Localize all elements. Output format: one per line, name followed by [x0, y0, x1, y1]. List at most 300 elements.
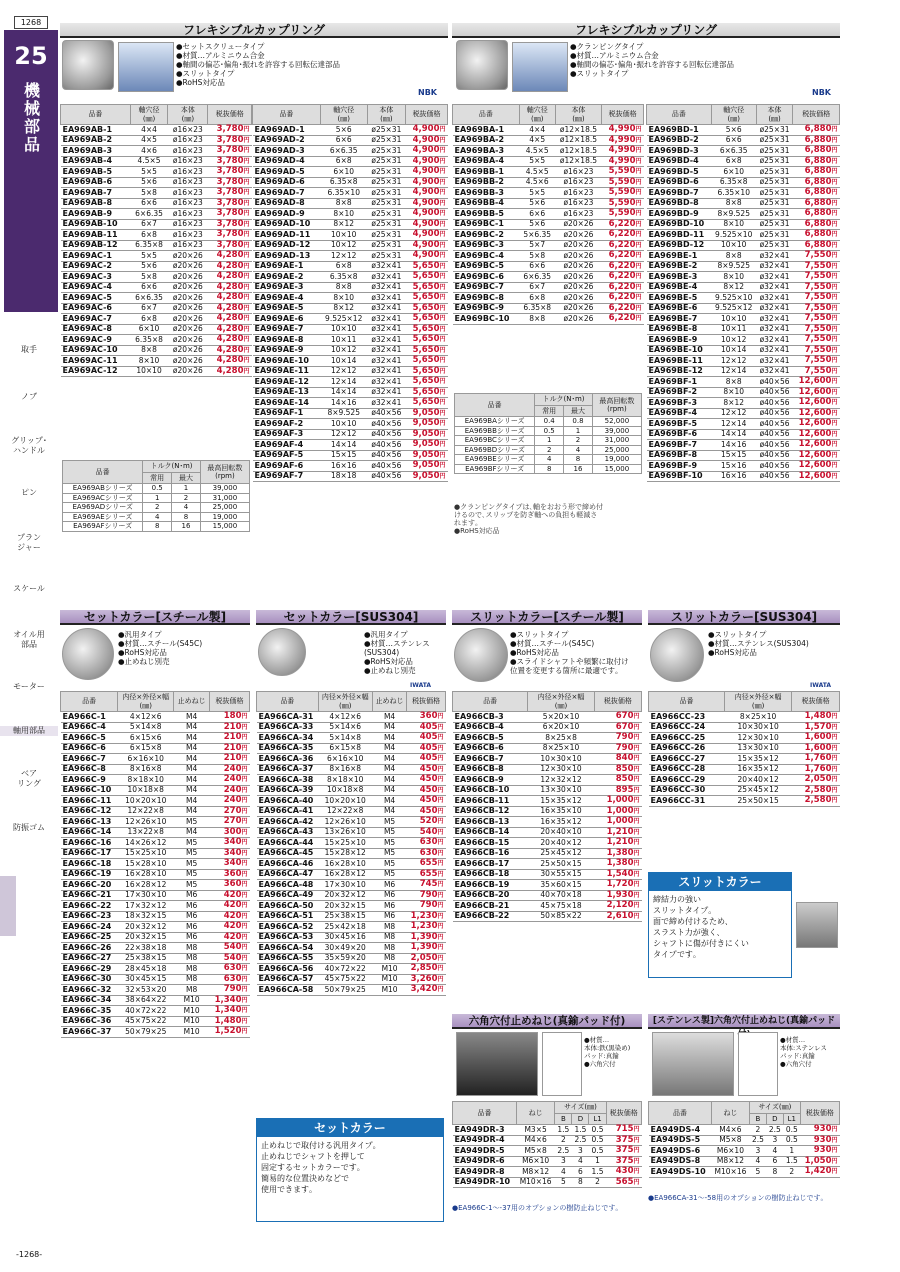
cell-value: M4: [186, 753, 198, 763]
table-row: [647, 261, 840, 272]
table-cell: [519, 209, 555, 220]
cell-value: ø16×23: [172, 177, 203, 186]
brand-logo: IWATA: [410, 682, 432, 689]
price: [208, 303, 252, 314]
table-cell: [320, 398, 367, 409]
product-code: [453, 722, 528, 733]
column-header: 税抜価格: [602, 105, 644, 125]
table-cell: [320, 261, 367, 272]
price: [208, 366, 252, 377]
table-row: [453, 848, 642, 859]
table-cell: [367, 177, 406, 188]
product-code: [453, 177, 520, 188]
table-cell: [572, 1167, 589, 1178]
sidebar-item[interactable]: モーター: [13, 682, 45, 691]
table-cell: [555, 188, 602, 199]
cell-value: 10×12: [331, 345, 357, 354]
product-code: [647, 188, 712, 199]
table-cell: [516, 1146, 554, 1157]
cell-value: 300: [223, 826, 242, 837]
cell-value: 7,550: [804, 250, 832, 260]
cell-value: EA966C-23: [62, 911, 112, 920]
slit-collar-steel-table: [452, 691, 642, 922]
sidebar-item[interactable]: ノブ: [21, 392, 37, 401]
cell-value: 8×9.525: [717, 261, 750, 270]
table-row: [61, 293, 252, 304]
product-code: [61, 964, 118, 975]
table-cell: [528, 869, 594, 880]
table-row: [257, 985, 446, 996]
cell-value: 340: [223, 837, 242, 847]
yen-unit: 円: [243, 231, 250, 238]
cell-value: ø32×41: [371, 271, 402, 281]
cell-value: 6,880: [804, 134, 832, 145]
cell-value: 1,230: [410, 910, 438, 921]
price: [406, 198, 448, 209]
cell-value: EA966CB-13: [454, 816, 510, 826]
table-cell: [367, 366, 406, 377]
table-row: [649, 754, 840, 765]
column-header: 品番: [257, 692, 319, 712]
table-cell: [174, 964, 210, 975]
cell-value: 2,580: [804, 795, 832, 805]
cell-value: M6: [186, 921, 198, 931]
cell-value: EA949DS-8: [650, 1156, 701, 1165]
cell-value: 5,650: [412, 271, 440, 281]
table-cell: EA969BCシリーズ: [455, 436, 535, 446]
sidebar-item[interactable]: 軸用部品: [0, 726, 58, 736]
table-cell: [756, 314, 793, 325]
cell-value: EA969AE-2: [254, 271, 304, 281]
column-header: 最高回転数 (rpm): [200, 461, 249, 484]
table-cell: [756, 188, 793, 199]
cell-value: ø20×26: [172, 313, 203, 323]
table-row: [257, 827, 446, 838]
cell-value: M5: [383, 869, 396, 878]
yen-unit: 円: [241, 965, 248, 972]
yen-unit: 円: [635, 294, 642, 301]
price: [594, 848, 641, 859]
slit-collar-steel-section: [452, 610, 642, 625]
table-row: [63, 512, 250, 522]
cell-value: EA969BD-3: [648, 145, 699, 155]
cell-value: ø25×31: [759, 166, 790, 176]
feature-line: ●止めねじ別売: [364, 666, 416, 675]
cell-value: 10×10: [331, 229, 357, 239]
table-cell: [528, 890, 594, 901]
cell-value: 6.35×8: [523, 303, 552, 312]
table-cell: [711, 282, 756, 293]
table-cell: 25,000: [200, 503, 249, 513]
brand-logo: IWATA: [810, 682, 832, 689]
table-cell: [118, 796, 174, 807]
table-cell: [318, 764, 372, 775]
cell-value: 14×14: [331, 439, 357, 449]
column-header: 税抜価格: [793, 105, 840, 125]
table-cell: [528, 796, 594, 807]
cell-value: EA966C-37: [62, 1026, 112, 1036]
column-header: 品番: [61, 105, 131, 125]
table-row: [253, 293, 448, 304]
table-cell: [174, 869, 210, 880]
feature-line: ●汎用タイプ: [364, 630, 408, 639]
product-code: [647, 146, 712, 157]
table-cell: [528, 733, 594, 744]
yen-unit: 円: [439, 294, 446, 301]
table-cell: 25,000: [592, 445, 641, 455]
table-row: [649, 712, 840, 723]
cell-value: ø20×26: [172, 261, 203, 270]
table-cell: [174, 827, 210, 838]
table-cell: 52,000: [592, 417, 641, 427]
yen-unit: 円: [437, 807, 444, 815]
price: [594, 869, 641, 880]
cell-value: 405: [419, 732, 438, 742]
table-row: [649, 1135, 840, 1146]
yen-unit: 円: [633, 734, 640, 741]
cell-value: 9.525×12: [325, 313, 363, 323]
table-row: [61, 974, 250, 985]
cell-value: EA969AB-9: [62, 208, 113, 218]
sidebar-item[interactable]: ピン: [21, 488, 37, 497]
table-cell: [711, 1167, 749, 1178]
product-code: [453, 1156, 517, 1167]
feature-line: ●RoHS対応品: [708, 648, 757, 657]
table-cell: 2: [172, 493, 201, 503]
yen-unit: 円: [437, 818, 444, 825]
price: [406, 471, 448, 482]
cell-value: ø25×31: [759, 240, 790, 249]
price: [602, 230, 644, 241]
slit-collar-diagram: [796, 902, 838, 948]
cell-value: ø25×31: [371, 198, 402, 207]
sidebar-item[interactable]: 防振ゴム: [13, 823, 45, 832]
table-row: [649, 764, 840, 775]
cell-value: EA966CA-46: [258, 858, 314, 868]
cell-value: 15×16: [721, 460, 747, 470]
yen-unit: 円: [439, 388, 446, 396]
cell-value: 6×8: [725, 156, 742, 165]
cell-value: EA966CA-43: [258, 827, 314, 836]
cell-value: EA966CC-30: [650, 785, 706, 794]
table-cell: [118, 953, 174, 964]
product-code: [61, 209, 131, 220]
yen-unit: 円: [439, 367, 446, 375]
cell-value: 520: [419, 816, 438, 826]
yen-unit: 円: [831, 336, 838, 343]
product-code: [257, 722, 319, 733]
table-cell: [528, 743, 594, 754]
yen-unit: 円: [437, 923, 444, 930]
cell-value: M4: [383, 785, 396, 794]
cell-value: 6.35×8: [719, 177, 748, 186]
yen-unit: 円: [241, 881, 248, 888]
sidebar-item[interactable]: オイル用 部品: [13, 630, 45, 649]
cell-value: 1,570: [804, 721, 832, 732]
table-row: [253, 335, 448, 346]
product-code: [61, 156, 131, 167]
cell-value: EA969AB-1: [62, 124, 113, 134]
cell-value: ø16×23: [172, 135, 203, 144]
cell-value: ø25×31: [759, 145, 790, 155]
price: [406, 230, 448, 241]
cell-value: EA966C-1: [62, 711, 106, 721]
table-cell: [174, 859, 210, 870]
cell-value: ø16×23: [172, 229, 203, 239]
cell-value: ø32×41: [759, 334, 790, 344]
table-cell: [519, 240, 555, 251]
table-cell: [174, 974, 210, 985]
cell-value: M6: [383, 911, 396, 920]
cell-value: EA969BF-6: [648, 429, 698, 438]
cell-value: 14×14: [331, 387, 357, 396]
cell-value: ø32×41: [759, 324, 790, 333]
price: [792, 764, 840, 775]
cell-value: 12×26×10: [324, 816, 366, 826]
cell-value: EA966CB-6: [454, 743, 504, 752]
yen-unit: 円: [831, 462, 838, 469]
table-row: [61, 901, 250, 912]
sidebar-item[interactable]: プラン ジャー: [17, 533, 41, 552]
cell-value: ø32×41: [371, 261, 402, 270]
chapter-tab[interactable]: [4, 30, 58, 312]
price: [406, 356, 448, 367]
cell-value: 8×8: [725, 198, 742, 207]
price: [208, 125, 252, 136]
cell-value: 4,280: [216, 323, 244, 334]
column-header: 常用: [535, 405, 564, 417]
table-cell: [130, 135, 168, 146]
sidebar-item[interactable]: 取手: [21, 345, 37, 354]
price: [407, 911, 446, 922]
cell-value: 1,480: [214, 1015, 242, 1026]
price: [208, 167, 252, 178]
cell-value: EA969AF-4: [254, 439, 304, 449]
cell-value: EA966CB-3: [454, 711, 504, 721]
cell-value: EA966CC-27: [650, 753, 706, 763]
cell-value: M4: [186, 743, 198, 752]
product-code: [61, 953, 118, 964]
yen-unit: 円: [831, 283, 838, 291]
cell-value: EA969BE-2: [648, 261, 698, 270]
cell-value: EA949DS-4: [650, 1124, 701, 1134]
sidebar-item[interactable]: グリップ･ ハンドル: [11, 436, 47, 455]
cell-value: 420: [223, 910, 242, 921]
feature-line: ●RoHS対応品: [510, 648, 559, 657]
product-code: [649, 1125, 712, 1136]
table-cell: [519, 188, 555, 199]
table-row: [649, 1156, 840, 1167]
cell-value: 210: [223, 721, 242, 732]
table-cell: 8: [143, 522, 172, 532]
table-row: [257, 785, 446, 796]
cell-value: 6,880: [804, 239, 832, 250]
table-cell: [372, 869, 407, 880]
price: [406, 209, 448, 220]
section-title: セットカラー[スチール製]: [60, 610, 250, 625]
cell-value: 240: [223, 774, 242, 784]
price: [792, 775, 840, 786]
price: [210, 974, 250, 985]
price: [602, 282, 644, 293]
column-header: 内径×外径×幅 (㎜): [725, 692, 792, 712]
cell-value: EA966CB-7: [454, 753, 504, 763]
cell-value: ø40×56: [759, 387, 790, 396]
table-cell: [725, 775, 792, 786]
table-cell: [783, 1125, 800, 1136]
cell-value: 5: [560, 1177, 566, 1186]
price: [406, 440, 448, 451]
yen-unit: 円: [439, 157, 446, 165]
price: [793, 261, 840, 272]
price: [793, 177, 840, 188]
table-cell: [555, 135, 602, 146]
cell-value: EA966C-17: [62, 848, 112, 857]
feature-line: 本体:鉄(黒染め): [584, 1044, 631, 1052]
yen-unit: 円: [241, 902, 248, 909]
product-code: [61, 838, 118, 849]
cell-value: 16×16: [331, 460, 357, 470]
sidebar-item[interactable]: ベア リング: [17, 769, 41, 788]
info-box-title: セットカラー: [257, 1119, 443, 1137]
cell-value: 6,880: [804, 187, 832, 197]
table-cell: [168, 345, 208, 356]
table-cell: [572, 1125, 589, 1136]
table-cell: [318, 964, 372, 975]
table-cell: [711, 303, 756, 314]
cell-value: EA969BC-4: [454, 250, 504, 260]
product-code: [647, 135, 712, 146]
price: [208, 240, 252, 251]
cell-value: 670: [615, 711, 634, 721]
table-row: [61, 775, 250, 786]
cell-value: M10×16: [519, 1177, 552, 1186]
info-box-title: スリットカラー: [649, 873, 791, 891]
table-row: [455, 417, 642, 427]
yen-unit: 円: [439, 315, 446, 322]
table-cell: [367, 314, 406, 325]
cell-value: 655: [419, 868, 438, 879]
yen-unit: 円: [437, 860, 444, 867]
table-cell: [725, 743, 792, 754]
table-cell: [320, 345, 367, 356]
price: [602, 198, 644, 209]
yen-unit: 円: [437, 944, 444, 951]
yen-unit: 円: [243, 294, 250, 301]
product-code: [61, 995, 118, 1006]
table-row: [647, 377, 840, 388]
table-cell: [372, 911, 407, 922]
cell-value: EA969AD-10: [254, 219, 311, 228]
table-cell: EA969AFシリーズ: [63, 522, 143, 532]
table-cell: [168, 240, 208, 251]
column-header: 止めねじ: [372, 692, 407, 712]
table-row: [453, 733, 642, 744]
cell-value: 6,880: [804, 197, 832, 208]
cell-value: 4.5×5: [137, 156, 161, 165]
table-cell: [711, 219, 756, 230]
table-cell: [711, 1135, 749, 1146]
sidebar-item[interactable]: スケール: [13, 584, 45, 593]
table-cell: [372, 775, 407, 786]
cell-value: 16×28×12: [125, 879, 167, 889]
product-code: [647, 335, 712, 346]
cell-value: 6×10: [333, 166, 355, 176]
cell-value: EA969BF-4: [648, 408, 698, 417]
cell-value: EA969BB-3: [454, 187, 504, 197]
table-row: [253, 440, 448, 451]
cell-value: 5×6.35: [523, 229, 552, 239]
cell-value: 420: [223, 889, 242, 900]
cell-value: EA966C-5: [62, 732, 106, 742]
cell-value: EA966C-13: [62, 816, 112, 826]
table-cell: [372, 817, 407, 828]
table-cell: [528, 785, 594, 796]
table-cell: [130, 125, 168, 136]
table-row: [647, 408, 840, 419]
cell-value: M4: [186, 774, 198, 784]
product-code: [453, 209, 520, 220]
table-row: [61, 1006, 250, 1017]
yen-unit: 円: [635, 126, 642, 133]
cell-value: 16×28×10: [125, 869, 167, 878]
cell-value: 9,050: [412, 460, 440, 470]
price: [407, 859, 446, 870]
cell-value: ø25×31: [371, 135, 402, 144]
cell-value: 8×18×10: [127, 774, 164, 784]
cell-value: EA969BE-5: [648, 292, 698, 302]
price: [407, 932, 446, 943]
yen-unit: 円: [633, 870, 640, 878]
table-cell: [367, 450, 406, 461]
price: [793, 209, 840, 220]
cell-value: EA969AE-3: [254, 282, 304, 291]
cell-value: 450: [419, 805, 438, 816]
cell-value: EA969BC-7: [454, 282, 504, 291]
table-cell: [174, 817, 210, 828]
table-row: [253, 167, 448, 178]
cell-value: EA969BA-1: [454, 124, 505, 134]
product-code: [647, 387, 712, 398]
yen-unit: 円: [831, 346, 838, 354]
yen-unit: 円: [437, 776, 444, 783]
cell-value: EA969AD-12: [254, 240, 311, 249]
table-cell: [168, 167, 208, 178]
price: [793, 419, 840, 430]
price: [793, 335, 840, 346]
yen-unit: 円: [241, 849, 248, 857]
table-cell: [318, 911, 372, 922]
table-cell: [711, 125, 756, 136]
price: [407, 722, 446, 733]
price: [210, 743, 250, 754]
cell-value: 2.5: [557, 1145, 570, 1155]
side-index: [0, 0, 58, 1272]
cell-value: M6×10: [522, 1156, 550, 1165]
table-cell: [168, 188, 208, 199]
column-header: 税抜価格: [606, 1102, 641, 1125]
price: [602, 261, 644, 272]
feature-line: ●軸間の偏芯･偏角･振れを許容する回転伝達部品: [176, 60, 341, 69]
table-cell: [711, 188, 756, 199]
table-cell: [118, 1006, 174, 1017]
section-title: セットカラー[SUS304]: [256, 610, 446, 625]
table-cell: [320, 251, 367, 262]
cell-value: 6,220: [608, 239, 636, 250]
feature-line: ●材質…: [584, 1036, 610, 1044]
cell-value: EA969AD-4: [254, 156, 305, 165]
table-cell: [756, 408, 793, 419]
